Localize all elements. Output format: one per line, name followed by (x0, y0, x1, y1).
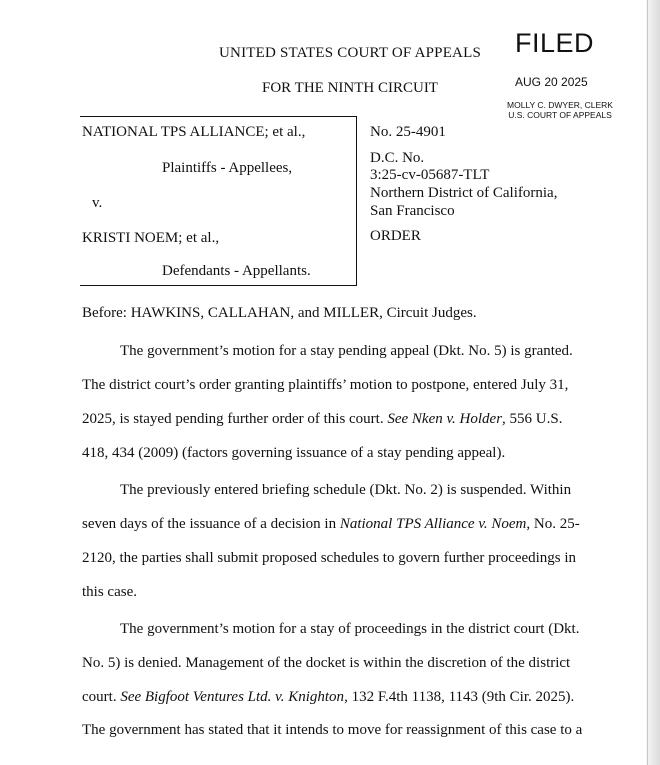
plaintiff-role: Plaintiffs - Appellees, (162, 160, 293, 176)
citation-bigfoot: See Bigfoot Ventures Ltd. v. Knighton (120, 689, 345, 705)
paragraph-1-line-1: The government’s motion for a stay pending appeal (Dkt. No. 5) is granted. (120, 343, 573, 359)
paragraph-2-line-1: The previously entered briefing schedule (Dkt. No. 2) is suspended. Within (120, 482, 572, 498)
case-number: No. 25-4901 (370, 124, 446, 140)
case-caption-box (80, 116, 357, 286)
filed-date: AUG 20 2025 (515, 75, 588, 89)
dc-number: 3:25-cv-05687-TLT (370, 167, 490, 183)
panel-judges: Before: HAWKINS, CALLAHAN, and MILLER, Circuit Judges. (82, 305, 477, 321)
text-span: , 556 U.S. (502, 411, 563, 427)
paragraph-3-line-4: The government has stated that it intends to move for reassignment of this case to a (82, 722, 583, 738)
paragraph-1-line-4: 418, 434 (2009) (factors governing issuance of a stay pending appeal). (82, 445, 506, 461)
paragraph-1-line-3 (82, 411, 562, 428)
paragraph-2-line-4: this case. (82, 584, 137, 600)
district-name: Northern District of California, (370, 185, 558, 201)
versus-label: v. (92, 195, 103, 211)
paragraph-1-line-2: The district court’s order granting plaintiffs’ motion to postpone, entered July 31, (82, 377, 569, 393)
circuit-name: FOR THE NINTH CIRCUIT (262, 80, 438, 96)
plaintiff-name: NATIONAL TPS ALLIANCE; et al., (82, 124, 306, 140)
paragraph-2-line-2 (82, 516, 580, 533)
text-span: 2025, is stayed pending further order of this court. (82, 411, 388, 427)
citation-nken: See Nken v. Holder (387, 411, 503, 427)
court-name: UNITED STATES COURT OF APPEALS (219, 45, 481, 61)
defendant-role: Defendants - Appellants. (162, 263, 311, 279)
paragraph-3-line-1: The government’s motion for a stay of proceedings in the district court (Dkt. (120, 621, 580, 637)
paragraph-2-line-3: 2120, the parties shall submit proposed schedules to govern further proceedings in (82, 550, 577, 566)
citation-tps-alliance: National TPS Alliance v. Noem (339, 516, 527, 532)
dc-number-label: D.C. No. (370, 150, 425, 166)
page-edge-shadow (646, 0, 660, 765)
text-span: seven days of the issuance of a decision in (82, 516, 340, 532)
text-span: , No. 25- (526, 516, 580, 532)
district-city: San Francisco (370, 203, 455, 219)
clerk-name: MOLLY C. DWYER, CLERK (507, 100, 613, 110)
document-type: ORDER (370, 228, 421, 244)
defendant-name: KRISTI NOEM; et al., (82, 230, 220, 246)
filed-stamp: FILED (515, 28, 595, 58)
clerk-block (495, 100, 625, 120)
clerk-office: U.S. COURT OF APPEALS (508, 110, 612, 120)
paragraph-3-line-3 (82, 689, 574, 706)
paragraph-3-line-2: No. 5) is denied. Management of the docket is within the discretion of the district (82, 655, 571, 671)
text-span: , 132 F.4th 1138, 1143 (9th Cir. 2025). (344, 689, 575, 705)
text-span: court. (82, 689, 121, 705)
page-edge-line (647, 0, 648, 765)
